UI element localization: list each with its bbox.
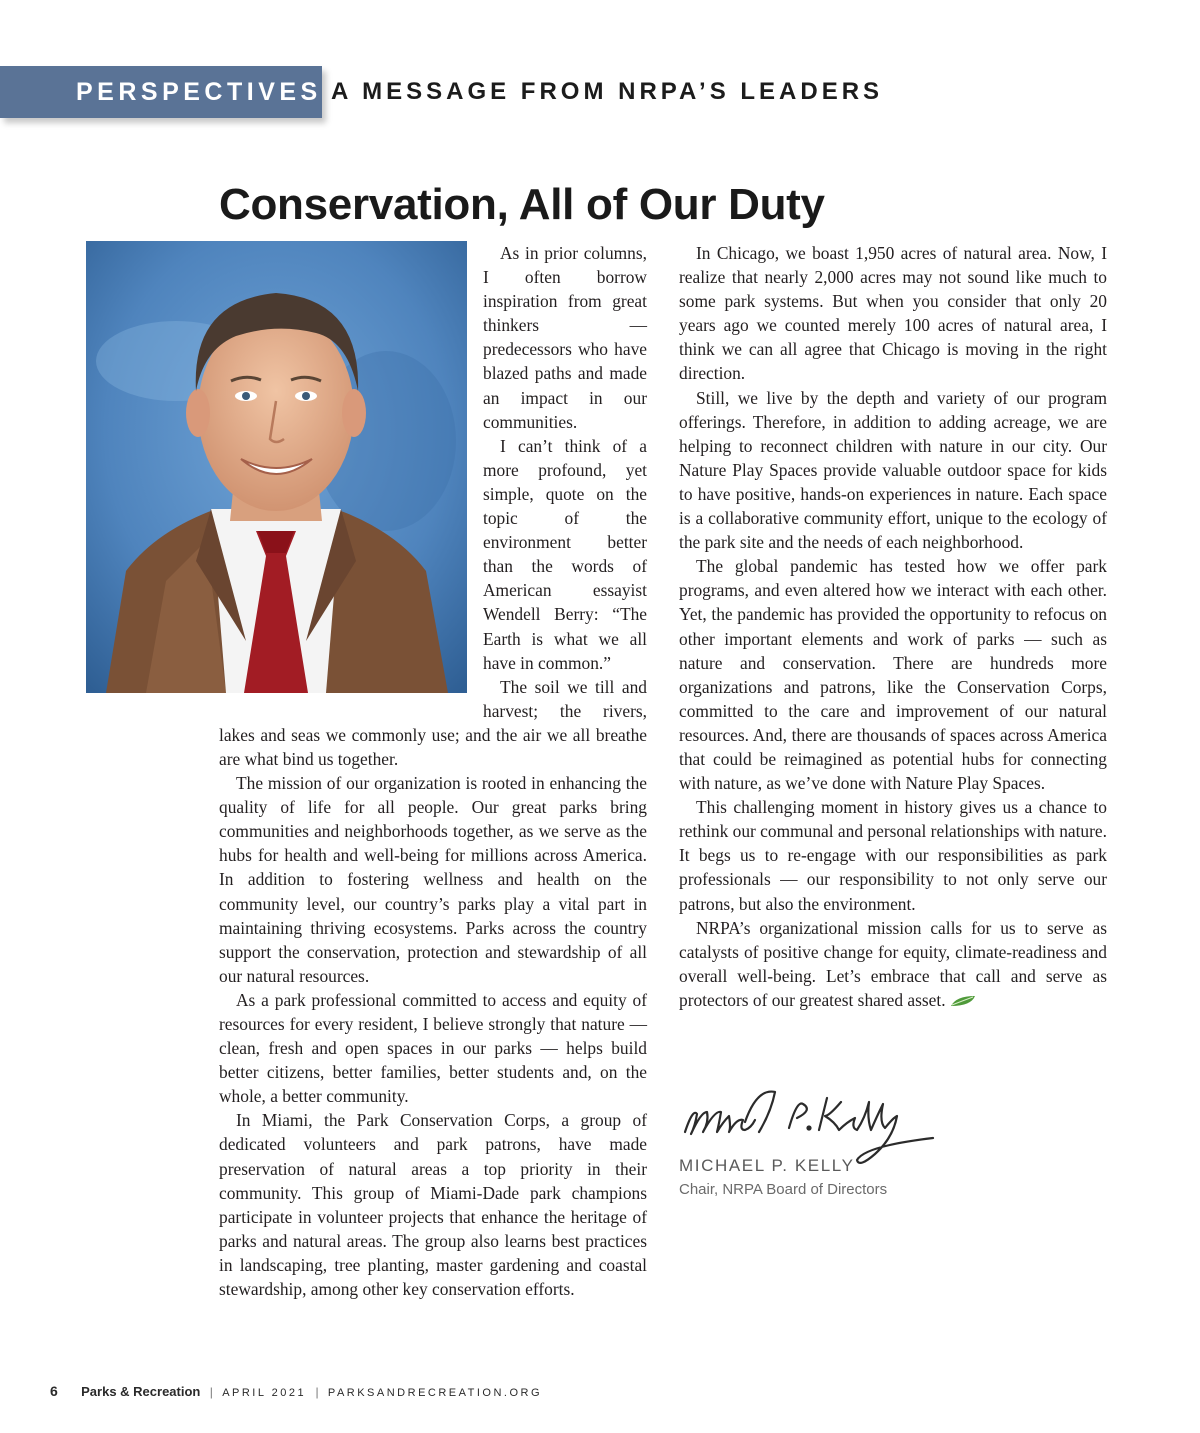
section-subtitle: A MESSAGE FROM NRPA’S LEADERS [331, 78, 884, 105]
footer-separator: | [209, 1385, 213, 1399]
paragraph: The global pandemic has tested how we offer park programs, and even altered how we interact with each other. Yet, the pandemic has provided the opportunity to refocus on other important elements and work of parks — such as nature and conservation. There are hundreds more organizations and patrons, like the Conservation Corps, committed to the care and improvement of our natural resources. And, there are thousands of spaces across America that could be reimagined as potential hubs for connecting with nature, as we’ve done with Nature Play Spaces. [679, 556, 1107, 794]
leaf-icon [950, 995, 976, 1007]
paragraph: I can’t think of a more profound, yet simple, quote on the topic of the environment better than the words of American essayist Wendell Berry: “The Earth is what we all have in common.” [483, 435, 647, 673]
paragraph: In Chicago, we boast 1,950 acres of natural area. Now, I realize that nearly 2,000 acres may not sound like much to some park systems. But when you consider that only 20 years ago we counted merely 100 acres of natural area, I think we can all agree that Chicago is moving in the right direction. [679, 243, 1107, 384]
issue-date: APRIL 2021 [222, 1387, 307, 1399]
page-footer [50, 1383, 542, 1399]
final-paragraph-text: NRPA’s organizational mission calls for us to serve as catalysts of positive change for equity, climate-readiness and overall well-being. Let’s embrace that call and serve as protectors of our greatest shared asset. [679, 917, 1107, 1010]
paragraph-final [679, 916, 1107, 1012]
article-title: Conservation, All of Our Duty [219, 180, 825, 229]
paragraph: In Miami, the Park Conservation Corps, a group of dedicated volunteers and park patrons, have made preservation of natural areas a top priority in their community. This group of Miami-Dade park champions participate in volunteer projects that enhance the heritage of parks and natural areas. The group also learns best practices in landscaping, tree planting, master gardening and coastal stewardship, among other key conservation efforts. [219, 1110, 647, 1300]
footer-separator: | [315, 1385, 319, 1399]
paragraph: As a park professional committed to access and equity of resources for every resident, I believe strongly that nature — clean, fresh and open spaces in our parks — helps build better citizens, better families, better students and, on the whole, a better community. [219, 989, 647, 1107]
magazine-name: Parks & Recreation [81, 1384, 201, 1399]
website-link[interactable]: PARKSANDRECREATION.ORG [327, 1387, 543, 1399]
paragraph: The soil we till and harvest; the rivers, lakes and seas we commonly use; and the air we all breathe are what bind us together. [219, 676, 647, 769]
paragraph: This challenging moment in history gives us a chance to rethink our communal and personal relationships with nature. It begs us to re-engage with our responsibilities as park professionals — our responsibility to not only serve our patrons, but also the environment. [679, 797, 1107, 914]
author-name: MICHAEL P. KELLY [679, 1156, 855, 1175]
section-label: PERSPECTIVES [76, 78, 322, 106]
paragraph: As in prior columns, I often borrow inspiration from great thinkers — predecessors who have blazed paths and made an impact in our communities. [483, 243, 647, 432]
paragraph: The mission of our organization is rooted in enhancing the quality of life for all people. Our great parks bring communities and neighborhoods together, as we serve as the hubs for health and well-being for millions across America. In addition to fostering wellness and health on the community level, our country’s parks play a vital part in maintaining thriving ecosystems. Parks across the country support the conservation, protection and stewardship of all our natural resources. [219, 773, 647, 986]
article-column-2 [679, 241, 1107, 1012]
paragraph: Still, we live by the depth and variety of our program offerings. Therefore, in addition to adding acreage, we are helping to reconnect children with nature in our city. Our Nature Play Spaces provide valuable outdoor space for kids to have positive, hands-on experiences in nature. Each space is a collaborative community effort, unique to the ecology of the park site and the needs of each neighborhood. [679, 387, 1107, 553]
author-title: Chair, NRPA Board of Directors [679, 1181, 888, 1198]
article-column-1 [219, 241, 647, 1301]
photo-wrap-space [219, 241, 483, 711]
page-number: 6 [50, 1383, 58, 1399]
